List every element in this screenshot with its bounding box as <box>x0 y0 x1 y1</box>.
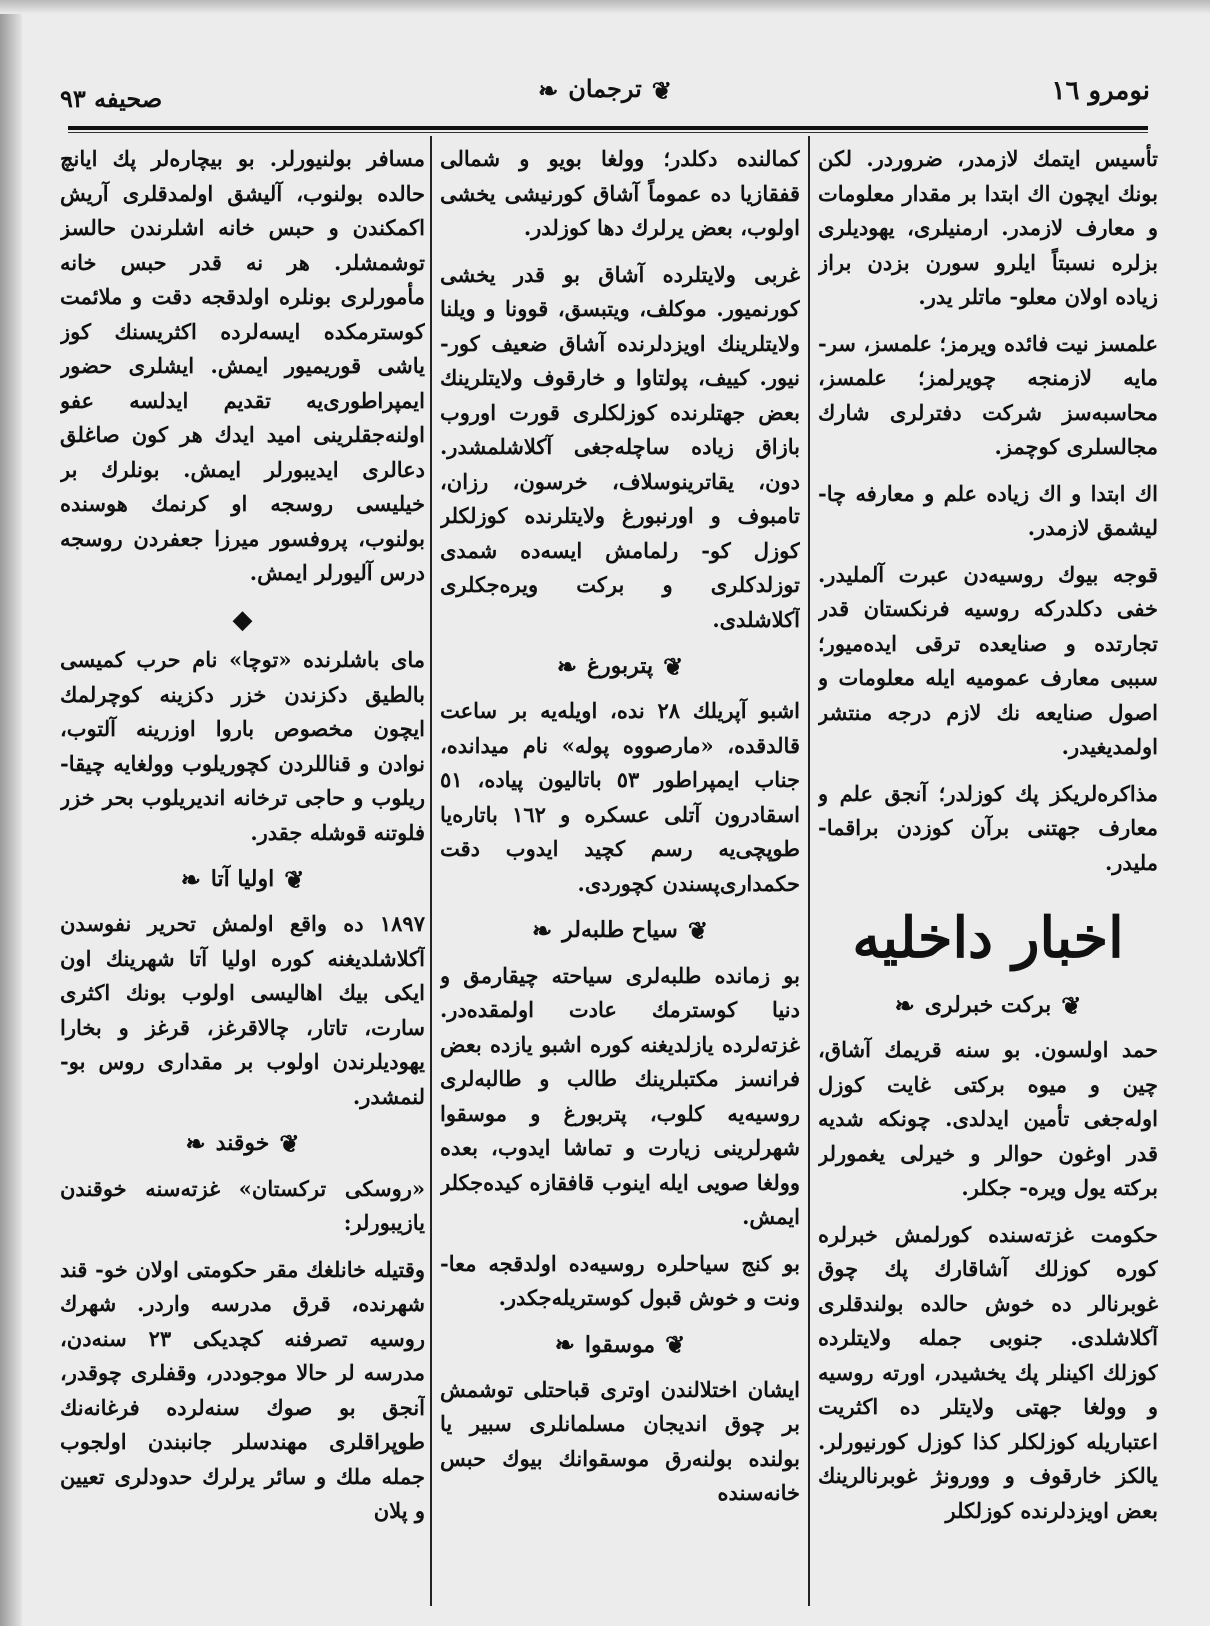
paragraph: حكومت غزته‌سنده كورلمش خبرلره كوره كوزلك آشاقارك پك چوق غوبرنالر ده خوش حالده بولندقلرى آكلاشلدى. جنوبى جمله ولايتلرده كوزلك اكينلر پك يخشيدر، اورته روسيه و وولغا جهتى ولايتلر ده اكثريت اعتباريله كوزلكلر كذا كوزل كورنيورلر. يالكز خارقوف و وورونژ غوبرنالرينك بعض اويزدلرنده كوزلكلر <box>818 1221 1158 1523</box>
ornament-icon: ❧ <box>180 864 201 894</box>
paragraph: مذاكره‌لريكز پك كوزلدر؛ آنجق علم و معارف جهتنى برآن كوزدن براقما- مليدر. <box>818 780 1158 875</box>
ornament-icon: ❦ <box>651 76 672 105</box>
paragraph: «روسكى تركستان» غزته‌سنه خوقندن يازيبورلر: <box>60 1175 425 1235</box>
paragraph: تأسيس ايتمك لازمدر، ضروردر. لكن بونك ايچون اك ابتدا بر مقدار معلومات و معارف لازمدر. ارمنيلرى، يهوديلرى بزلره نسبتاً ايلرو سورن بزدن براز زياده اولان معلو- ماتلر يدر. <box>818 146 1158 309</box>
issue-number: نومرو ١٦ <box>1051 76 1150 106</box>
subheading <box>440 649 800 684</box>
ornament-icon: ❧ <box>554 1330 575 1360</box>
subheading <box>60 862 425 897</box>
ornament-icon: ❧ <box>185 1129 206 1158</box>
subheading-label: بركت خبرلرى <box>924 992 1052 1018</box>
paragraph: بو كنج سياحلره روسيه‌ده اولدقجه معا- ونت و خوش قبول كوستريله‌جكدر. <box>440 1250 800 1310</box>
subheading <box>60 1126 425 1161</box>
ornament-icon: ❦ <box>663 651 684 681</box>
masthead <box>60 74 1150 105</box>
paragraph: ماى باشلرنده «توچا» نام حرب كميسى بالطيق دكزندن خزر دكزينه كوچرلمك ايچون مخصوص باروا اوزرينه آلتوب، نوادن و قناللردن كچوريلوب وولغايه چيقا- ريلوب و حاجى ترخانه انديريلوب بحر خزر فلوتنه قوشله جقدر. <box>60 647 425 845</box>
subheading-label: موسقوا <box>584 1331 656 1358</box>
newspaper-title: ترجمان <box>568 74 642 103</box>
scan-edge-left <box>0 0 22 1626</box>
paragraph: علمسز نيت فائده ويرمز؛ علمسز، سر- مايه لازمنجه چويرلمز؛ علمسز، محاسبه‌سز شركت دفترلرى شارك مجالسلرى كوچمز. <box>818 330 1158 459</box>
subheading <box>818 988 1158 1023</box>
column-divider <box>430 136 432 1606</box>
left-column <box>60 142 425 1612</box>
ornament-icon: ❦ <box>687 916 708 945</box>
paragraph: غربى ولايتلرده آشاق بو قدر يخشى كورنميور. موكلف، ويتبسق، قوونا و ويلنا ولايتلرينك اويزدلرنده آشاق ضعيف كور- نيور. كييف، پولتاوا و خارقوف ولايتلرينك بعض جهتلرنده كوزلكلرى قورت اوروب بازاق زياده ساچله‌جغى آكلاشلمشدر. دون، يقاترينوسلاف، خرسون، رزان، تامبوف و اورنبورغ ولايتلرنده كوزلكلر كوزل كو- رلمامش ايسه‌ده شمدى توزلدكلرى و بركت ويره‌جكلرى آكلاشلدى. <box>440 261 800 632</box>
diamond-divider-icon: ◆ <box>232 604 253 635</box>
paragraph: مسافر بولنيورلر. بو بيچاره‌لر پك ايانچ حالده بولنوب، آليشق اولمدقلرى آريش اكمكندن و حبس خانه اشلرندن حالسز توشمشلر. هر نه قدر حبس خانه مأمورلرى بونلره اولدقجه دقت و ملائمت كوسترمكده ايسه‌لرده اكثريسنك كوز ياشى قوريميور ايمش. ايشلرى حضور ايمپراطورى‌يه تقديم ايدلسه عفو اولنه‌جقلرينى اميد ايدك هر كون صاغلق دعالرى ايديبورلر ايمش. بونلرك بر خيليسى روسجه او كرنمك هوسنده بولنوب، پروفسور ميرزا جعفردن روسجه درس آليورلر ايمش. <box>60 146 425 585</box>
middle-column <box>440 142 800 1612</box>
ornament-icon: ❦ <box>665 1330 686 1360</box>
ornament-icon: ❧ <box>894 990 915 1020</box>
right-column <box>818 142 1158 1612</box>
subheading-label: خوقند <box>215 1130 270 1157</box>
section-heading-domestic-news: اخبار داخليه <box>852 905 1124 971</box>
paragraph: اشبو آپريلك ٢٨ نده، اويله‌يه بر ساعت قالدقده، «مارصووه پوله» نام ميدانده، جناب ايمپراطور ٥٣ باتاليون پياده، ٥١ اسقادرون آتلى عسكره و ١٦٢ باتاره‌يا طوپچى‌يه رسم كچيد ايدوب دقت حكمدارى‌پسندن كچوردى. <box>440 698 800 896</box>
ornament-icon: ❧ <box>556 651 577 681</box>
ornament-icon: ❧ <box>538 76 559 105</box>
subheading <box>440 1328 800 1363</box>
paragraph: وقتيله خانلغك مقر حكومتى اولان خو- قند شهرنده، قرق مدرسه واردر. شهرك روسيه تصرفنه كچديكى ٢٣ سنه‌دن، مدرسه لر حالا موجوددر، وقفلرى چوقدر، آنجق بو صوك سنه‌لرده فرغانه‌نك طوپراقلرى مهندسلر جانبندن اولجوب جمله ملك و سائر يرلرك حدودلرى تعيين و پلان <box>60 1256 425 1523</box>
paragraph: حمد اولسون. بو سنه قريمك آشاق، چين و ميوه بركتى غايت كوزل اوله‌جغى تأمين ايدلدى. چونكه شديه قدر اوغون حوالر و خيرلى يغمورلر بركته يول ويره- جكلر. <box>818 1037 1158 1201</box>
subheading-label: سياح طلبه‌لر <box>562 917 678 944</box>
ornament-icon: ❦ <box>284 864 305 894</box>
subheading <box>440 913 800 948</box>
ornament-icon: ❧ <box>532 916 553 945</box>
ornament-icon: ❦ <box>1061 990 1082 1020</box>
paragraph: ايشان اختلالندن اوترى قباحتلى توشمش بر چوق انديجان مسلمانلرى سبير يا بولنده بولنه‌رق موسقوانك بيوك حبس خانه‌سنده <box>440 1376 800 1506</box>
subheading-label: اوليا آتا <box>210 866 275 892</box>
paragraph: كمالنده دكلدر؛ وولغا بويو و شمالى قفقازيا ده عموماً آشاق كورنيشى يخشى اولوب، بعض يرلرك دها كوزلدر. <box>440 146 800 240</box>
page-number: صحيفه ٩٣ <box>60 84 163 113</box>
paragraph: قوجه بيوك روسيه‌دن عبرت آلمليدر. خفى دكلدركه روسيه فرنكستان قدر تجارتده و صنايعده ترقى ايده‌ميور؛ سببى معارف عموميه ايله معلومات و اصول صنايعه نك لازم درجه منتشر اولمديغيدر. <box>818 561 1158 759</box>
subheading-label: پتربورغ <box>586 653 654 679</box>
paragraph: اك ابتدا و اك زياده علم و معارفه چا- ليشمق لازمدر. <box>818 480 1158 540</box>
column-divider <box>808 136 810 1606</box>
paragraph: بو زمانده طلبه‌لرى سياحته چيقارمق و دنيا كوسترمك عادت اولمقده‌در. غزته‌لرده يازلديغنه كوره اشبو يازده بعض فرانسز مكتبلرينك طالب و طالبه‌لرى روسيه‌يه كلوب، پتربورغ و موسقوا شهرلرينى زيارت و تماشا ايدوب، بعده وولغا صويى ايله اينوب قافقازه كيده‌جكلر ايمش. <box>440 962 800 1229</box>
ornament-icon: ❦ <box>279 1129 300 1158</box>
scan-edge-top <box>0 0 1210 14</box>
header-rule-thin <box>68 132 1148 133</box>
header-rule <box>68 126 1148 130</box>
page-header <box>60 62 1150 122</box>
paragraph: ١٨٩٧ ده واقع اولمش تحرير نفوسدن آكلاشلديغنه كوره اوليا آتا شهرينك اون ايكى بيك اهاليسى اولوب بونك اكثرى سارت، تاتار، چالاقرغز، قرغز و بخارا يهوديلرندن اولوب بر مقدارى روس بو- لنمشدر. <box>60 911 425 1109</box>
